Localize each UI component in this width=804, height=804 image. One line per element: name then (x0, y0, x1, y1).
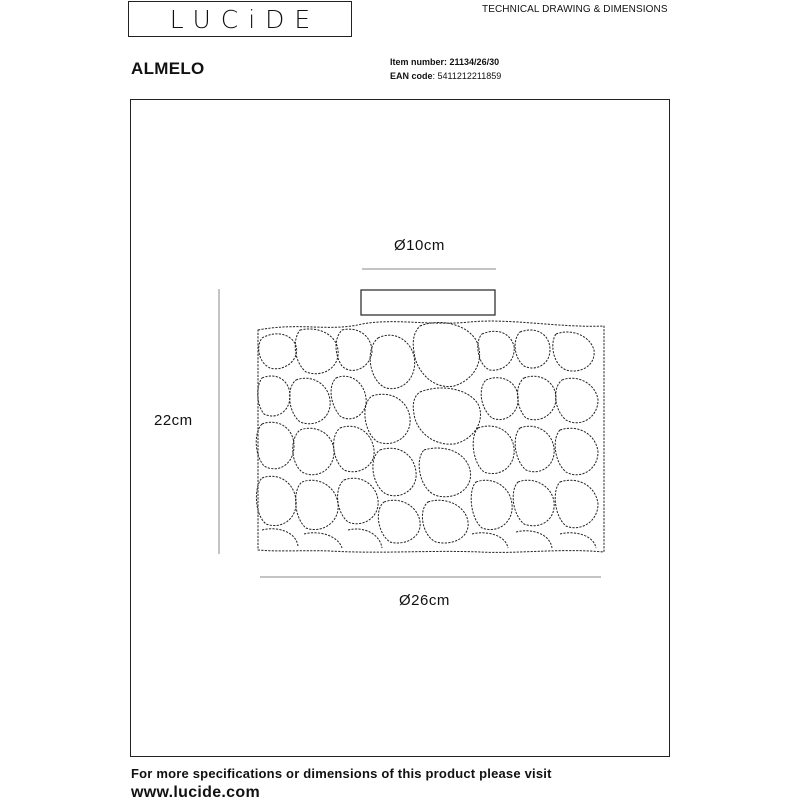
ean-code-value: : 5411212211859 (432, 71, 502, 81)
document-type-label: TECHNICAL DRAWING & DIMENSIONS (482, 4, 668, 15)
footer-website-link[interactable]: www.lucide.com (131, 784, 260, 801)
ean-code-label: EAN code (390, 71, 433, 81)
bottom-diameter-label: Ø26cm (399, 592, 450, 609)
item-number-value: 21134/26/30 (449, 57, 500, 67)
ceiling-mount (361, 290, 495, 315)
lamp-shade (256, 321, 604, 552)
item-number-label: Item number: (390, 57, 448, 67)
brand-logo-text: LUCiDE (169, 5, 321, 34)
product-name: ALMELO (131, 59, 205, 78)
footer-note: For more specifications or dimensions of this product please visit (131, 766, 552, 781)
height-label: 22cm (154, 412, 193, 429)
top-diameter-label: Ø10cm (394, 237, 445, 254)
